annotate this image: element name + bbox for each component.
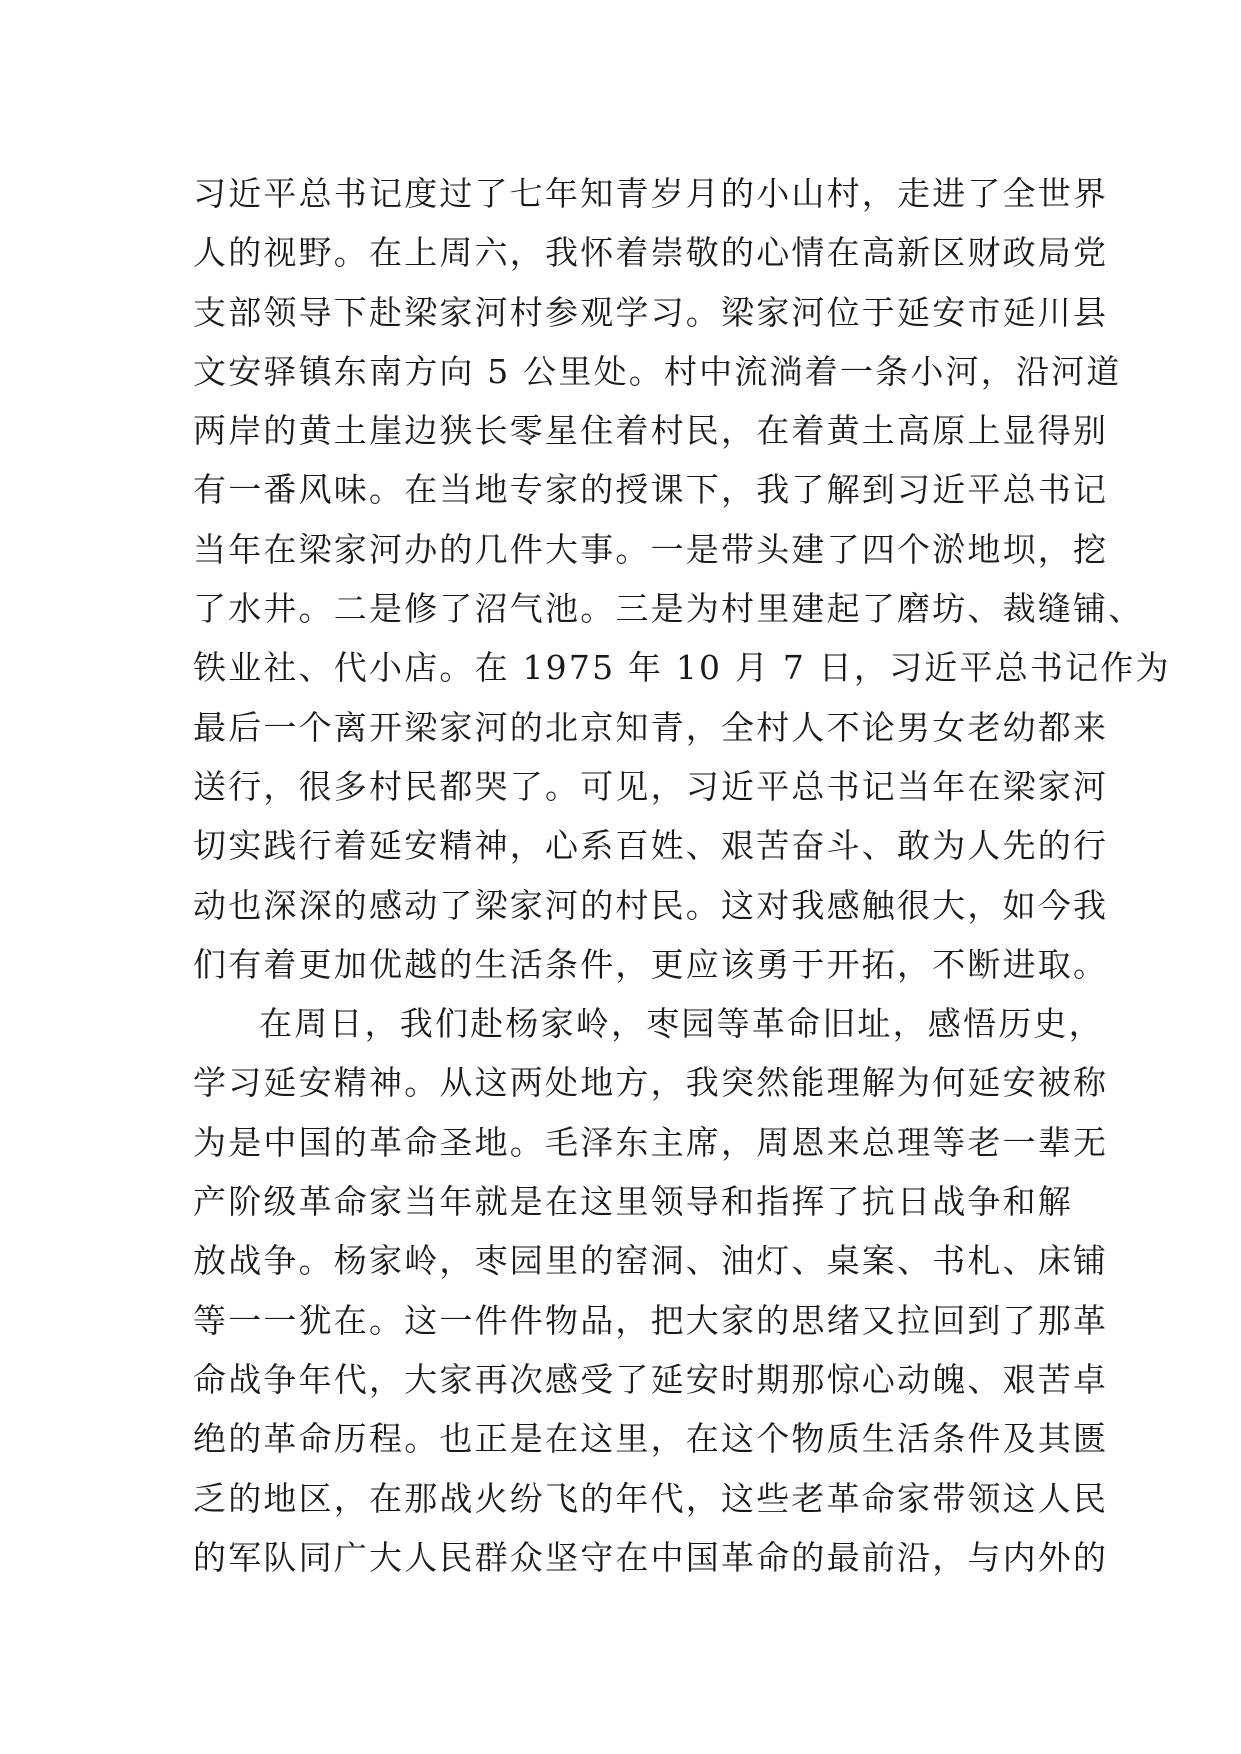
document-body — [193, 164, 1171, 1587]
text-line: 送行，很多村民都哭了。可见，习近平总书记当年在梁家河 — [193, 766, 1109, 806]
text-line: 的军队同广大人民群众坚守在中国革命的最前沿，与内外的 — [193, 1537, 1109, 1577]
text-line: 切实践行着延安精神，心系百姓、艰苦奋斗、敢为人先的行 — [193, 826, 1109, 866]
text-line: 乏的地区，在那战火纷飞的年代，这些老革命家带领这人民 — [193, 1478, 1109, 1518]
text-line: 学习延安精神。从这两处地方，我突然能理解为何延安被称 — [193, 1063, 1109, 1103]
text-line: 命战争年代，大家再次感受了延安时期那惊心动魄、艰苦卓 — [193, 1359, 1109, 1399]
text-line: 产阶级革命家当年就是在这里领导和指挥了抗日战争和解 — [193, 1182, 1073, 1222]
text-line: 等一一犹在。这一件件物品，把大家的思绪又拉回到了那革 — [193, 1300, 1109, 1340]
text-line: 人的视野。在上周六，我怀着崇敬的心情在高新区财政局党 — [193, 233, 1109, 273]
text-line: 绝的革命历程。也正是在这里，在这个物质生活条件及其匮 — [193, 1419, 1109, 1459]
text-line: 动也深深的感动了梁家河的村民。这对我感触很大，如今我 — [193, 885, 1109, 925]
paragraph-first-line: 在周日，我们赴杨家岭，枣园等革命旧址，感悟历史， — [259, 1004, 1104, 1044]
text-line: 习近平总书记度过了七年知青岁月的小山村，走进了全世界 — [193, 174, 1109, 213]
text-line: 两岸的黄土崖边狭长零星住着村民，在着黄土高原上显得别 — [193, 411, 1109, 451]
text-line: 有一番风味。在当地专家的授课下，我了解到习近平总书记 — [193, 470, 1109, 510]
text-line: 放战争。杨家岭，枣园里的窑洞、油灯、桌案、书札、床铺 — [193, 1241, 1109, 1281]
text-line: 文安驿镇东南方向 5 公里处。村中流淌着一条小河，沿河道 — [193, 351, 1122, 391]
text-line: 当年在梁家河办的几件大事。一是带头建了四个淤地坝，挖 — [193, 529, 1109, 569]
text-line: 们有着更加优越的生活条件，更应该勇于开拓，不断进取。 — [193, 944, 1109, 984]
text-line: 了水井。二是修了沼气池。三是为村里建起了磨坊、裁缝铺、 — [193, 589, 1144, 629]
text-line: 铁业社、代小店。在 1975 年 10 月 7 日，习近平总书记作为 — [193, 648, 1171, 688]
text-line: 支部领导下赴梁家河村参观学习。梁家河位于延安市延川县 — [193, 292, 1109, 332]
text-line: 最后一个离开梁家河的北京知青，全村人不论男女老幼都来 — [193, 707, 1109, 747]
text-line: 为是中国的革命圣地。毛泽东主席，周恩来总理等老一辈无 — [193, 1122, 1109, 1162]
